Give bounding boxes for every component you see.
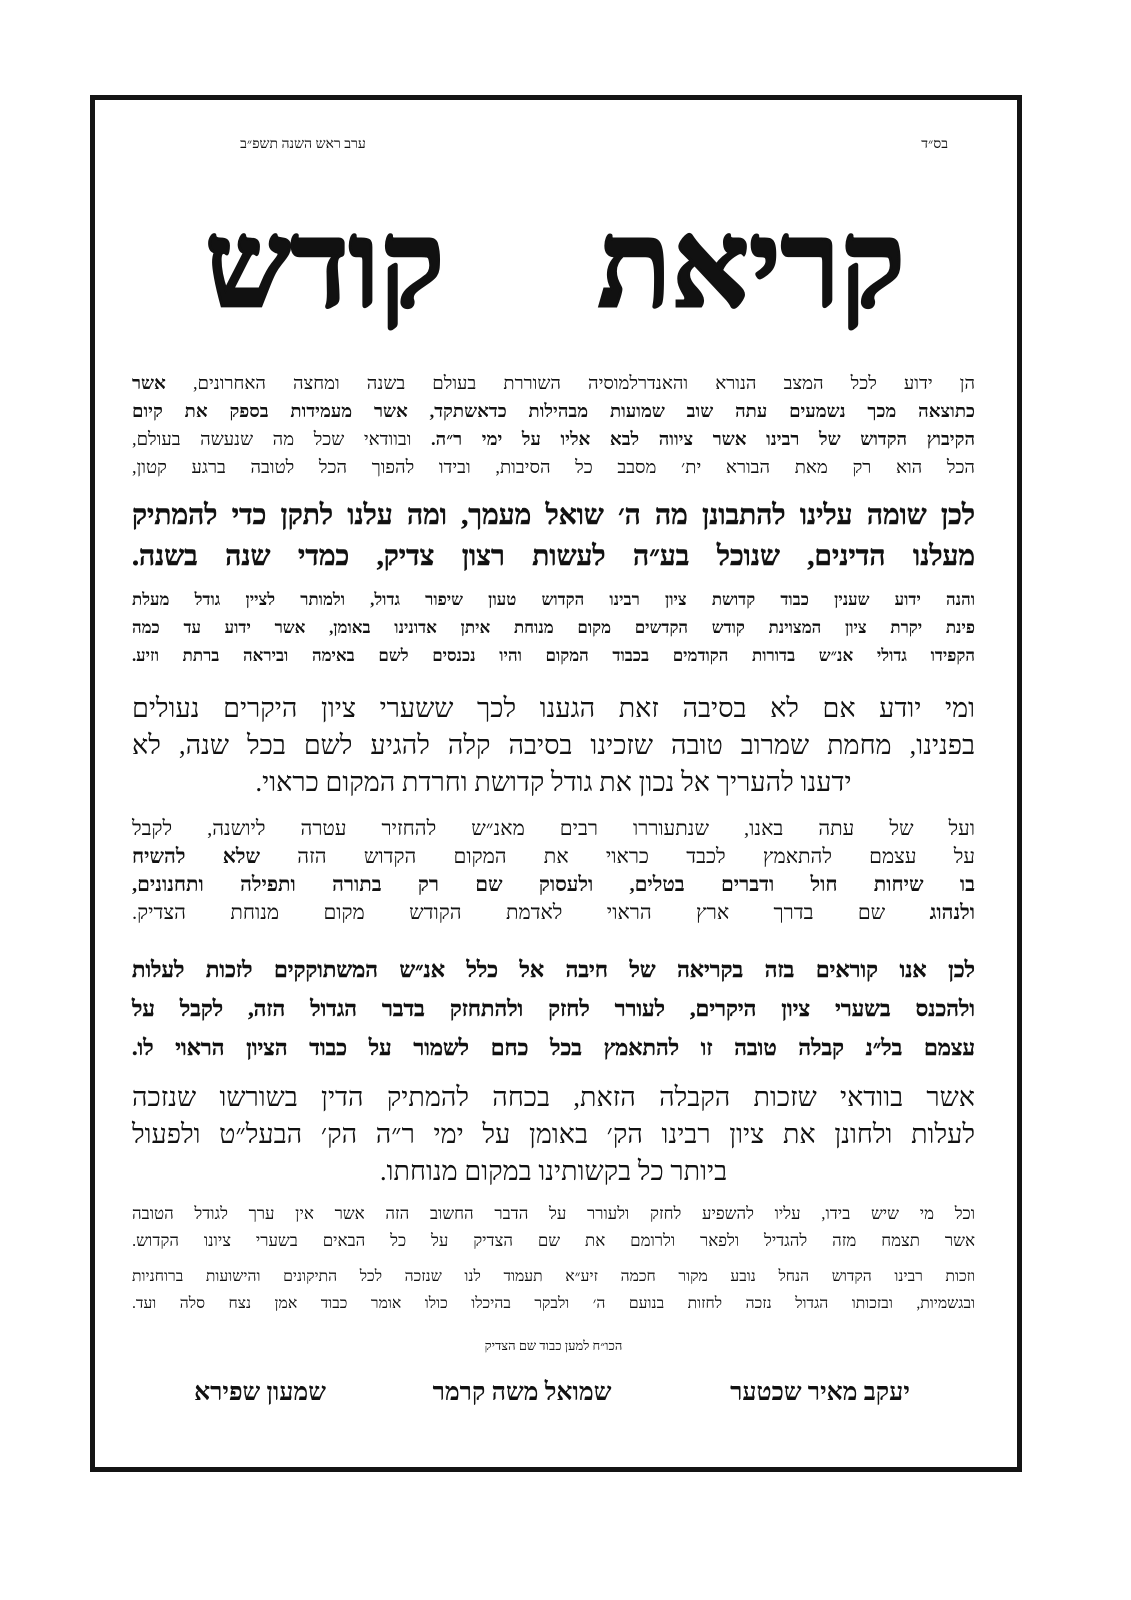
paragraph-line: [132, 1079, 975, 1116]
paragraph-line: [132, 1290, 975, 1317]
paragraph-7: [132, 1079, 975, 1190]
line-text: הכל הוא רק מאת הבורא ית׳ מסבב כל הסיבות, ובידו להפוך הכל לטובה ברגע קטון,: [132, 457, 975, 477]
line-text-bold: הקיבוץ הקדוש של רבינו אשר ציווה לבא אליו על ימי ר״ה.: [431, 429, 976, 449]
line-text: ובוודאי שכל מה שנעשה בעולם,: [132, 429, 412, 449]
line-text: לכן אנו קוראים בזה בקריאה של חיבה אל כלל אנ״ש המשתוקקים לזכות לעלות: [132, 957, 975, 982]
line-text: אשר בוודאי שזכות הקבלה הזאת, בכחה להמתיק הדין בשורשו שנזכה: [132, 1082, 975, 1112]
paragraph-6: [132, 950, 975, 1067]
paragraph-line: [132, 614, 975, 642]
line-text-bold: אשר: [132, 373, 166, 393]
line-text: פינת יקרת ציון המצוינת קודש הקדשים מקום מנוחת איתן אדונינו באומן, אשר ידוע עד כמה: [132, 618, 975, 637]
paragraph-line: [132, 495, 975, 536]
line-text: עצמם בל״נ קבלה טובה זו להתאמץ בכל כחם לשמור על כבוד הציון הראוי לו.: [132, 1035, 975, 1060]
title-text: קריאת קודש: [205, 199, 905, 333]
page-title: [205, 199, 905, 333]
paragraph-line: [132, 989, 975, 1028]
line-text: אשר תצמח מזה להגדיל ולפאר ולרומם את שם הצדיק על כל הבאים בשערי ציונו הקדוש.: [132, 1231, 975, 1250]
line-text-bold: כתוצאה מכך נשמעים עתה שוב שמועות מבהילות כדאשתקד, אשר מעמידות בספק את קיום: [132, 401, 975, 421]
paragraph-5: [132, 815, 975, 927]
line-text: מעלנו הדינים, שנוכל בע״ה לעשות רצון צדיק, כמדי שנה בשנה.: [132, 541, 975, 572]
paragraph-line: [132, 369, 975, 397]
paragraph-3: [132, 586, 975, 670]
paragraph-line: [132, 425, 975, 453]
line-text: הן ידוע לכל המצב הנורא והאנדרלמוסיה השוררת בעולם בשנה ומחצה האחרונים,: [192, 373, 975, 393]
line-text-bold: ולנהוג: [929, 902, 975, 924]
paragraph-line: [132, 690, 975, 727]
line-text: בפנינו, מחמת שמרוב טובה שזכינו בסיבה קלה להגיע לשם בכל שנה, לא: [132, 730, 975, 760]
paragraph-line: [132, 1200, 975, 1227]
line-text: לכן שומה עלינו להתבונן מה ה׳ שואל מעמך, ומה עלנו לתקן כדי להמתיק: [132, 500, 975, 531]
paragraph-1: [132, 369, 975, 481]
paragraph-line: [132, 1153, 975, 1190]
paragraph-line: [132, 1028, 975, 1067]
paragraph-line: [132, 1116, 975, 1153]
line-text: שם בדרך ארץ הראוי לאדמת הקודש מקום מנוחת הצדיק.: [132, 902, 886, 924]
line-text-bold: שלא להשיח: [132, 846, 261, 868]
paragraph-line: [132, 899, 975, 927]
paragraph-line: [132, 586, 975, 614]
line-text: ובגשמיות, ובזכותו הגדול נזכה לחזות בנועם ה׳ ולבקר בהיכלו כולו אומר כבוד אמן נצח סלה ועד.: [132, 1295, 975, 1312]
paragraph-line: [132, 397, 975, 425]
line-text: וזכות רבינו הקדוש הנחל נובע מקור חכמה זיע״א תעמוד לנו שנזכה לכל התיקונים והישועות ברוחניות: [132, 1268, 975, 1285]
signatory-name: יעקב מאיר שכטער: [730, 1379, 910, 1406]
paragraph-line: [132, 1263, 975, 1290]
line-text: ביותר כל בקשותינו במקום מנוחתו.: [379, 1156, 728, 1186]
line-text: ומי יודע אם לא בסיבה זאת הגענו לכך ששערי ציון היקרים נעולים: [132, 693, 975, 723]
line-text: ועל של עתה באנו, שנתעוררו רבים מאנ״ש להחזיר עטרה ליושנה, לקבל: [132, 818, 975, 840]
paragraph-line: [132, 453, 975, 481]
paragraph-line: [132, 950, 975, 989]
paragraph-4: [132, 690, 975, 801]
line-text: ולהכנס בשערי ציון היקרים, לעורר לחזק ולהתחזק בדבר הגדול הזה, לקבל על: [132, 996, 975, 1021]
paragraph-line: [132, 727, 975, 764]
paragraph-line: [132, 871, 975, 899]
line-text: על עצמם להתאמץ לכבד כראוי את המקום הקדוש הזה: [297, 846, 975, 868]
paragraph-line: [132, 642, 975, 670]
paragraph-line: [132, 764, 975, 801]
paragraph-line: [132, 536, 975, 577]
signatory-name: שמעון שפירא: [194, 1379, 326, 1406]
line-text: לעלות ולחונן את ציון רבינו הק׳ באומן על ימי ר״ה הק׳ הבעל״ט ולפעול: [132, 1119, 975, 1149]
paragraph-9: [132, 1263, 975, 1317]
line-text: וכל מי שיש בידו, עליו להשפיע לחזק ולעורר על הדבר החשוב הזה אשר אין ערך לגודל הטובה: [132, 1204, 975, 1223]
signature-heading: הכו״ח למען כבוד שם הצדיק: [484, 1338, 623, 1353]
line-text: והנה ידוע שענין כבוד קדושת ציון רבינו הקדוש טעון שיפור גדול, ולמותר לציין גודל מעלת: [132, 590, 975, 609]
basad-mark: בס״ד: [921, 137, 948, 152]
header-date: ערב ראש השנה תשפ״ב: [240, 137, 366, 152]
line-text-bold: בו שיחות חול ודברים בטלים, ולעסוק שם רק בתורה ותפילה ותחנונים,: [132, 874, 975, 896]
line-text: ידענו להעריך אל נכון את גודל קדושת וחרדת המקום כראוי.: [255, 767, 852, 797]
paragraph-8: [132, 1200, 975, 1254]
paragraph-2: [132, 495, 975, 577]
line-text: הקפידו גדולי אנ״ש בדורות הקודמים בכבוד המקום והיו נכנסים לשם באימה וביראה ברתת וזיע.: [132, 646, 975, 665]
signatory-name: שמואל משה קרמר: [432, 1379, 612, 1406]
paragraph-line: [132, 843, 975, 871]
paragraph-line: [132, 1227, 975, 1254]
paragraph-line: [132, 815, 975, 843]
